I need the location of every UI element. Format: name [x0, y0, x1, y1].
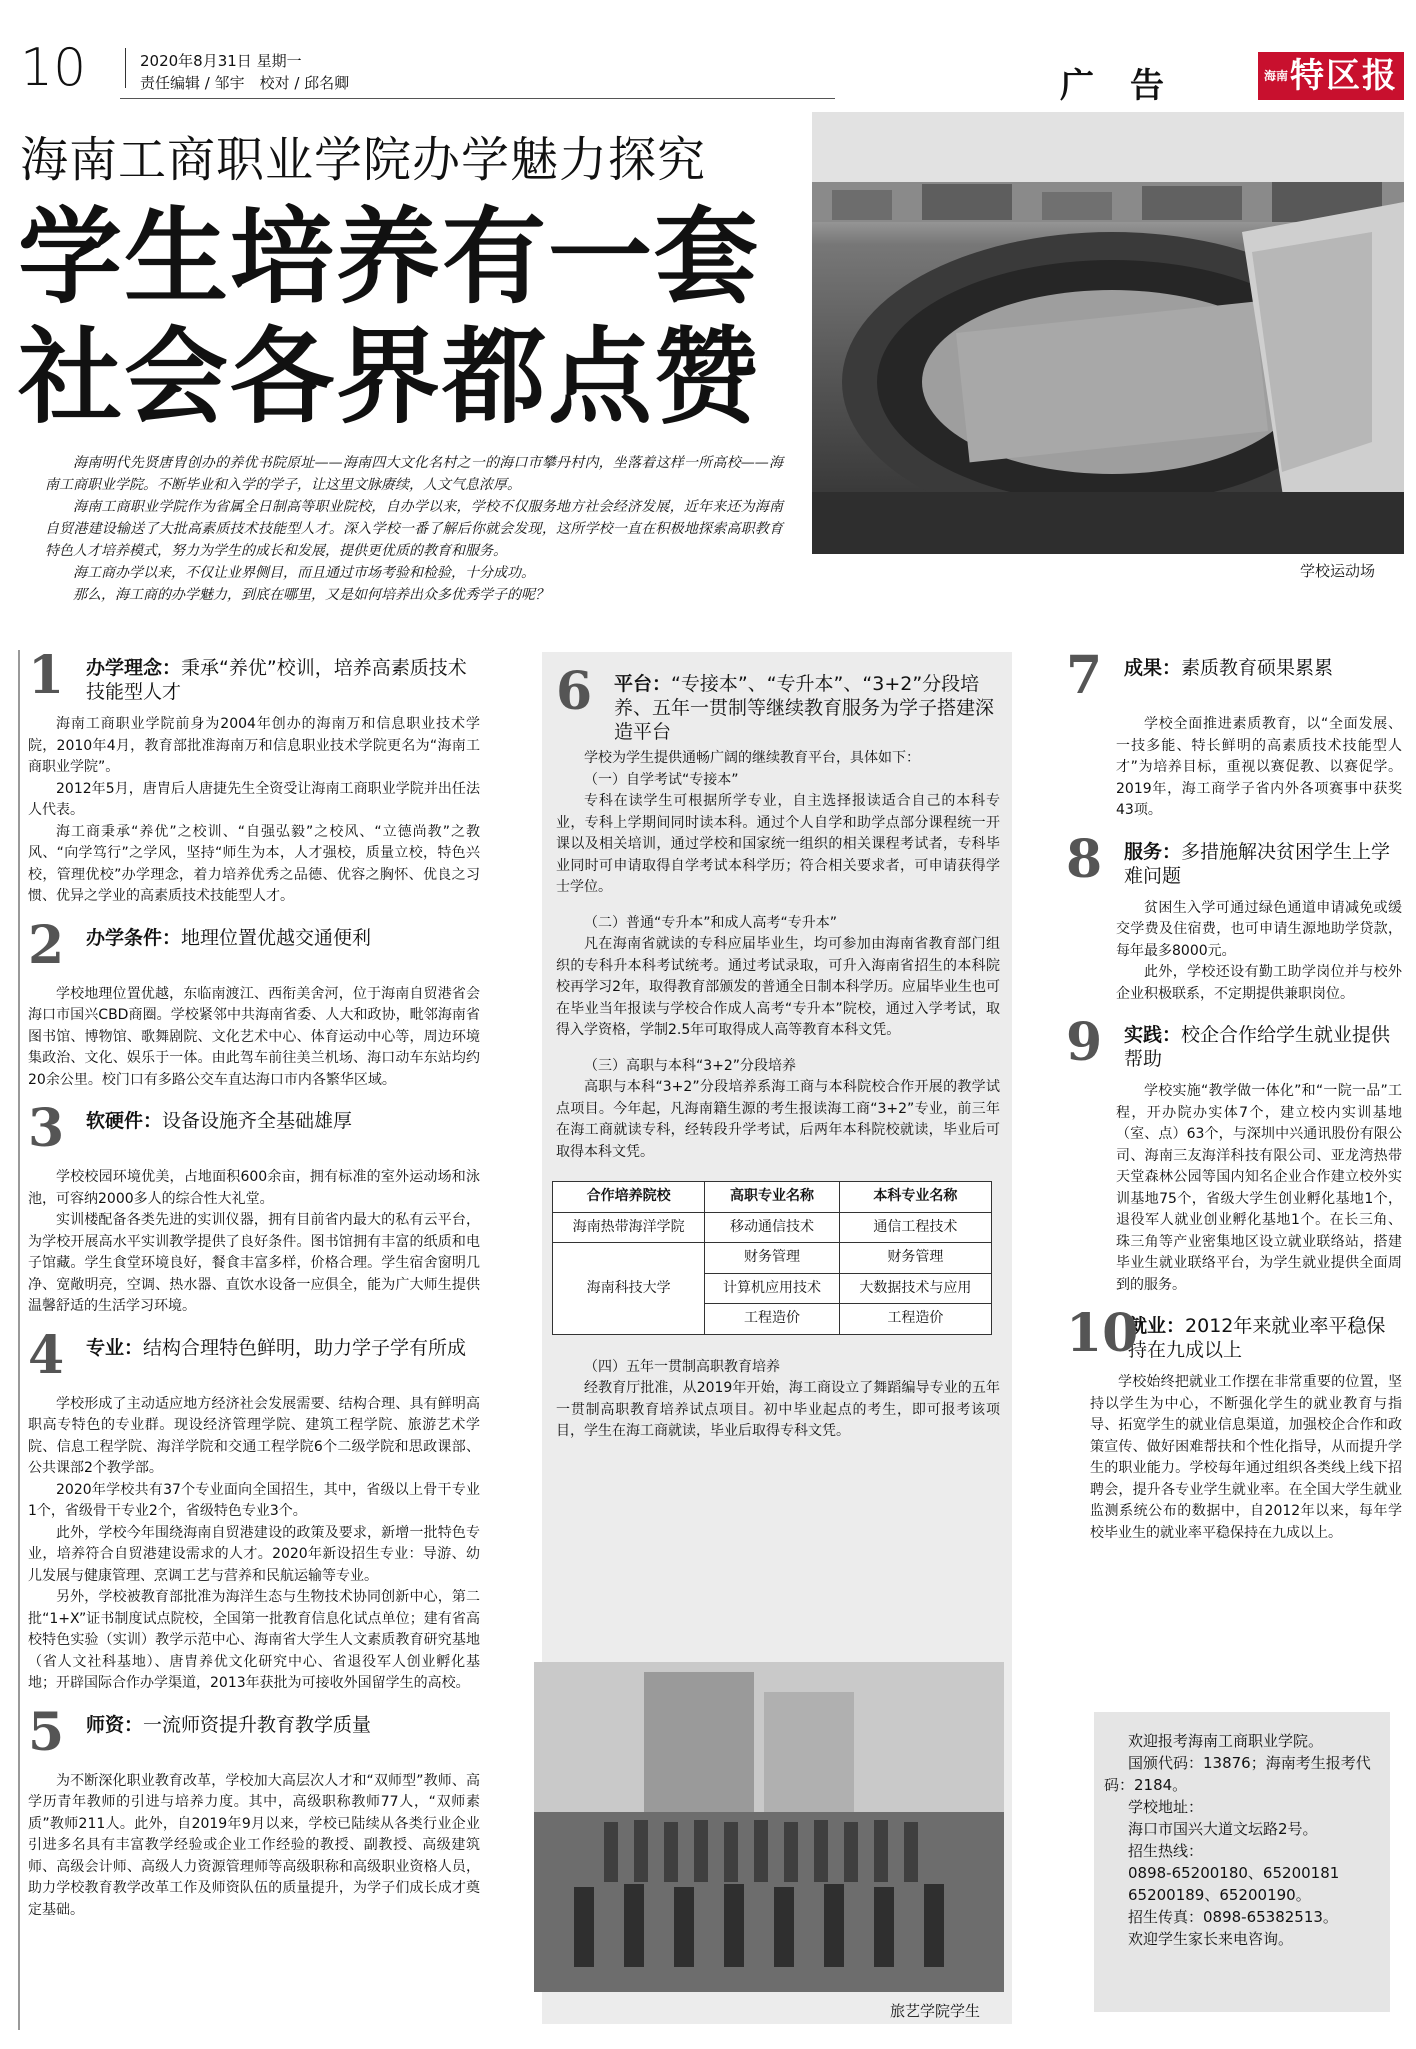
section-title: 办学理念：秉承“养优”校训，培养高素质技术技能型人才: [86, 657, 467, 703]
section-number: 4: [28, 1324, 65, 1386]
article-title-line2: 社会各界都点赞: [18, 316, 761, 438]
contact-phone: 65200189、65200190。: [1128, 1886, 1311, 1904]
table-cell: 通信工程技术: [839, 1212, 991, 1243]
section-paragraph: 2020年学校共有37个专业面向全国招生，其中，省级以上骨干专业1个，省级骨干专业2个，省级特色专业3个。: [28, 1481, 480, 1519]
section-title: 就业：2012年来就业率平稳保持在九成以上: [1128, 1315, 1386, 1361]
subsection-title: （二）普通“专升本”和成人高考“专升本”: [584, 914, 838, 931]
column-right: [1066, 645, 1402, 1544]
table-cell: 海南科技大学: [553, 1243, 705, 1335]
section-paragraph: 此外，学校今年围绕海南自贸港建设的政策及要求，新增一批特色专业，培养符合自贸港建设需求的人才。2020年新设招生专业：导游、幼儿发展与健康管理、烹调工艺与营养和民航运输等专业。: [28, 1524, 480, 1584]
section-8-header: [1066, 828, 1402, 894]
table-cell: 财务管理: [839, 1243, 991, 1274]
section-9-header: [1066, 1012, 1402, 1077]
table-header-cell: 高职专业名称: [705, 1182, 840, 1213]
article-title-line1: 学生培养有一套: [18, 196, 761, 318]
section-title: 成果：素质教育硕果累累: [1124, 657, 1334, 679]
stadium-photo-caption: 学校运动场: [1300, 562, 1376, 580]
stadium-photo: [812, 112, 1404, 554]
table-cell: 工程造价: [839, 1304, 991, 1335]
stadium-photo-illustration: [812, 112, 1404, 554]
section-title: 办学条件：地理位置优越交通便利: [86, 926, 372, 949]
section-paragraph: 海工商秉承“养优”之校训、“自强弘毅”之校风、“立德尚教”之教风、“向学笃行”之学风，坚持“师生为本，人才强校，质量立校，特色兴校，管理优校”办学理念，着力培养优秀之品德、优容之胸怀、优良之习惯、优异之学业的高素质技术技能型人才。: [28, 823, 480, 904]
section-number: 9: [1066, 1012, 1103, 1073]
subsection-title: （四）五年一贯制高职教育培养: [584, 1358, 780, 1375]
masthead-text: 特区报: [1290, 56, 1398, 96]
contact-line: 学校地址：: [1128, 1798, 1204, 1816]
section-paragraph: 此外，学校还设有勤工助学岗位并与校外企业积极联系，不定期提供兼职岗位。: [1116, 964, 1402, 1002]
table-cell: 海南热带海洋学院: [553, 1212, 705, 1243]
header-rule: [120, 98, 835, 99]
section-number: 8: [1066, 828, 1103, 890]
section-paragraph: 专科在读学生可根据所学专业，自主选择报读适合自己的本科专业，专科上学期间同时读本科。通过个人自学和助学点部分课程统一开课以及相关培训，通过学校和国家统一组织的相关课程考试者，专科毕业同时可申请取得自学考试本科学历；符合相关要求者，可申请获得学士学位。: [556, 793, 1000, 895]
section-paragraph: 2012年5月，唐胄后人唐捷先生全资受让海南工商职业学院并出任法人代表。: [28, 780, 480, 818]
table-row: [553, 1243, 992, 1274]
students-photo-illustration: [534, 1662, 1004, 1992]
section-paragraph: 学校地理位置优越，东临南渡江、西衔美舍河，位于海南自贸港省会海口市国兴CBD商圈。学校紧邻中共海南省委、人大和政协，毗邻海南省图书馆、博物馆、歌舞剧院、文化艺术中心、体育运动中心等，周边环境集政治、文化、娱乐于一体。由此驾车前往美兰机场、海口动车东站均约20余公里。校门口有多路公交车直达海口市内各繁华区域。: [28, 985, 480, 1088]
newspaper-masthead: [1258, 52, 1404, 100]
header-separator: [125, 48, 126, 88]
table-cell: 大数据技术与应用: [839, 1273, 991, 1304]
contact-line: 招生热线：: [1128, 1842, 1204, 1860]
section-title: 平台：“专接本”、“专升本”、“3+2”分段培养、五年一贯制等继续教育服务为学子搭建深造平台: [614, 673, 995, 743]
students-photo-caption: 旅艺学院学生: [890, 2002, 981, 2020]
contact-line: 欢迎报考海南工商职业学院。: [1128, 1732, 1324, 1750]
table-cell: 工程造价: [705, 1304, 840, 1335]
contact-info: [1104, 1730, 1394, 1950]
section-7-header: [1066, 645, 1402, 710]
section-number: 7: [1066, 645, 1103, 706]
partner-programs-table: [552, 1181, 992, 1335]
article-subtitle: 海南工商职业学院办学魅力探究: [20, 132, 707, 188]
column-left: [18, 645, 480, 1921]
section-title: 服务：多措施解决贫困学生上学难问题: [1124, 840, 1391, 887]
section-number: 2: [28, 914, 65, 976]
section-2-header: [28, 914, 480, 980]
section-title: 师资：一流师资提升教育教学质量: [86, 1713, 372, 1736]
section-paragraph: 学校全面推进素质教育，以“全面发展、一技多能、特长鲜明的高素质技术技能型人才”为培养目标，重视以赛促教、以赛促学。2019年，海工商学子省内外各项赛事中获奖43项。: [1116, 716, 1402, 818]
table-cell: 移动通信技术: [705, 1212, 840, 1243]
section-number: 5: [28, 1701, 65, 1763]
section-title: 专业：结构合理特色鲜明，助力学子学有所成: [86, 1336, 467, 1359]
intro-paragraph: 海工商办学以来，不仅让业界侧目，而且通过市场考验和检验，十分成功。: [73, 565, 535, 581]
section-paragraph: 高职与本科“3+2”分段培养系海工商与本科院校合作开展的教学试点项目。今年起，凡海南籍生源的考生报读海工商“3+2”专业，前三年在海工商就读专科，经转段升学考试，后两年本科院校就读，毕业后可取得本科文凭。: [556, 1079, 1000, 1160]
table-row: [553, 1212, 992, 1243]
section-1-header: [28, 645, 480, 710]
section-paragraph: 学校形成了主动适应地方经济社会发展需要、结构合理、具有鲜明高职高专特色的专业群。现设经济管理学院、建筑工程学院、旅游艺术学院、信息工程学院、海洋学院和交通工程学院6个二级学院和思政课部、公共课部2个教学部。: [28, 1395, 480, 1476]
issue-date: 2020年8月31日 星期一: [140, 52, 302, 70]
subsection-title: （三）高职与本科“3+2”分段培养: [584, 1057, 797, 1074]
section-paragraph: 凡在海南省就读的专科应届毕业生，均可参加由海南省教育部门组织的专科升本科考试统考。通过考试录取，可升入海南省招生的本科院校再学习2年，取得教育部颁发的普通全日制本科学历。应届毕业生也可在毕业当年报读与学校合作成人高考“专升本”院校，通过入学考试，取得入学资格，学制2.5年可取得成人高等教育本科文凭。: [556, 936, 1000, 1038]
section-paragraph: 经教育厅批准，从2019年开始，海工商设立了舞蹈编导专业的五年一贯制高职教育培养试点项目。初中毕业起点的考生，即可报考该项目，学生在海工商就读，毕业后取得专科文凭。: [556, 1380, 1000, 1439]
intro-paragraph: 海南工商职业学院作为省属全日制高等职业院校，自办学以来，学校不仅服务地方社会经济发展，近年来还为海南自贸港建设输送了大批高素质技术技能型人才。深入学校一番了解后你就会发现，这所学校一直在积极地探索高职教育特色人才培养模式，努力为学生的成长和发展，提供更优质的教育和服务。: [45, 499, 783, 559]
masthead-small-text: 海南: [1263, 69, 1288, 83]
section-number: 10: [1066, 1303, 1139, 1364]
section-title: 软硬件：设备设施齐全基础雄厚: [86, 1110, 353, 1132]
editor-credit: 责任编辑 / 邹宇 校对 / 邱名卿: [140, 74, 350, 92]
column-middle: [556, 661, 1000, 1443]
section-number: 1: [28, 645, 65, 706]
table-cell: 财务管理: [705, 1243, 840, 1274]
advertisement-label: 广告: [1060, 66, 1200, 106]
section-paragraph: 学校实施“教学做一体化”和“一院一品”工程，开办院办实体7个，建立校内实训基地（室、点）63个，与深圳中兴通讯股份有限公司、海南三友海洋科技有限公司、亚龙湾热带天堂森林公园等国内知名企业合作建立校外实训基地75个，省级大学生创业孵化基地1个，退役军人就业创业孵化基地1个。在长三角、珠三角等产业密集地区设立就业联络站，搭建毕业生就业联络平台，为学生就业提供全面周到的服务。: [1116, 1083, 1402, 1293]
intro-paragraph: 海南明代先贤唐胄创办的养优书院原址——海南四大文化名村之一的海口市攀丹村内，坐落着这样一所高校——海南工商职业学院。不断毕业和入学的学子，让这里文脉赓续，人文气息浓厚。: [45, 455, 783, 493]
section-number: 6: [556, 661, 593, 722]
contact-line: 国颁代码：13876；海南考生报考代码：2184。: [1104, 1754, 1371, 1794]
section-paragraph: 学校始终把就业工作摆在非常重要的位置，坚持以学生为中心，不断强化学生的就业教育与指导、拓宽学生的就业信息渠道，加强校企合作和政策宣传、做好困难帮扶和个性化指导，从而提升学生的职业能力。学校每年通过组织各类线上线下招聘会，提升各专业学生就业率。在全国大学生就业监测系统公布的数据中，自2012年以来，每年学校毕业生的就业率平稳保持在九成以上。: [1090, 1374, 1402, 1541]
section-paragraph: 另外，学校被教育部批准为海洋生态与生物技术协同创新中心，第二批“1+X”证书制度试点院校，全国第一批教育信息化试点单位；建有省高校特色实验（实训）教学示范中心、海南省大学生人文素质教育研究基地（省人文社科基地）、唐胄养优文化研究中心、省退役军人创业孵化基地；开辟国际合作办学渠道，2013年获批为可接收外国留学生的高校。: [28, 1589, 480, 1691]
section-paragraph: 为不断深化职业教育改革，学校加大高层次人才和“双师型”教师、高学历青年教师的引进与培养力度。其中，高级职称教师77人，“双师素质”教师211人。此外，自2019年9月以来，学校已陆续从各类行业企业引进多名具有丰富教学经验或企业工作经验的教授、副教授、高级建筑师、高级会计师、高级人力资源管理师等高级职称和高级职业资格人员，助力学校教育教学改革工作及师资队伍的质量提升，为学子们成长成才奠定基础。: [28, 1772, 480, 1918]
section-paragraph: 学校校园环境优美，占地面积600余亩，拥有标准的室外运动场和泳池，可容纳2000多人的综合性大礼堂。: [28, 1169, 480, 1207]
section-paragraph: 贫困生入学可通过绿色通道申请减免或缓交学费及住宿费，也可申请生源地助学贷款，每年最多8000元。: [1116, 899, 1402, 959]
contact-fax: 招生传真：0898-65382513。: [1128, 1908, 1338, 1926]
section-title: 实践：校企合作给学生就业提供帮助: [1124, 1024, 1391, 1070]
table-header-cell: 本科专业名称: [839, 1182, 991, 1213]
contact-address: 海口市国兴大道文坛路2号。: [1128, 1820, 1318, 1838]
section-6-header: [556, 661, 1000, 744]
section-paragraph: 海南工商职业学院前身为2004年创办的海南万和信息职业技术学院，2010年4月，教育部批准海南万和信息职业技术学院更名为“海南工商职业学院”。: [28, 716, 480, 775]
contact-line: 欢迎学生家长来电咨询。: [1128, 1930, 1294, 1948]
contact-phone: 0898-65200180、65200181: [1128, 1864, 1340, 1882]
section-3-header: [28, 1098, 480, 1163]
intro-paragraph: 那么，海工商的办学魅力，到底在哪里，又是如何培养出众多优秀学子的呢？: [73, 587, 549, 603]
table-header-cell: 合作培养院校: [553, 1182, 705, 1213]
section-5-header: [28, 1701, 480, 1767]
article-intro: [45, 452, 783, 606]
subsection-title: （一）自学考试“专接本”: [584, 771, 739, 788]
section-10-header: [1066, 1303, 1402, 1368]
section-paragraph: 学校为学生提供通畅广阔的继续教育平台，具体如下：: [584, 750, 920, 766]
table-cell: 计算机应用技术: [705, 1273, 840, 1304]
section-paragraph: 实训楼配备各类先进的实训仪器，拥有目前省内最大的私有云平台，为学校开展高水平实训教学提供了良好条件。图书馆拥有丰富的纸质和电子馆藏。学生食堂环境良好，餐食丰富多样，价格合理。学生宿舍窗明几净、宽敞明亮，空调、热水器、直饮水设备一应俱全，能为广大师生提供温馨舒适的生活学习环境。: [28, 1212, 480, 1314]
students-photo: [534, 1662, 1004, 1992]
page-number: 10: [20, 38, 87, 98]
section-number: 3: [28, 1098, 65, 1159]
section-4-header: [28, 1324, 480, 1390]
